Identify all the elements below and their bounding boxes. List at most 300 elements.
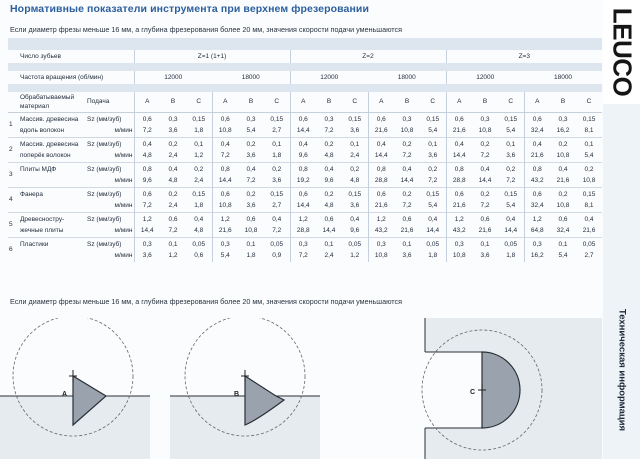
value-cell	[446, 212, 472, 237]
sz-value: 0,3	[532, 240, 542, 248]
feed-speed-value: 1,8	[194, 201, 204, 209]
profile-c: C	[498, 92, 524, 112]
row-number: 4	[8, 187, 19, 212]
value-cell	[134, 237, 160, 262]
label-b: B	[234, 391, 240, 398]
value-cell	[186, 137, 212, 162]
value-cell	[160, 162, 186, 187]
feed-speed-value: 9,6	[298, 151, 308, 159]
value-cell	[368, 137, 394, 162]
sz-value: 0,4	[506, 215, 516, 223]
feed-unit	[86, 137, 134, 162]
table-row	[8, 212, 602, 237]
feed-unit-line: Sz (мм/зуб)	[87, 215, 122, 223]
material-name-line: Массив. древесина	[20, 140, 79, 148]
row-number: 3	[8, 162, 19, 187]
sz-value: 0,2	[428, 165, 438, 173]
feed-speed-value: 21,6	[478, 226, 492, 234]
sz-value: 0,1	[194, 140, 204, 148]
sz-value: 0,4	[220, 140, 230, 148]
sz-value: 1,2	[532, 215, 542, 223]
sz-value: 0,1	[246, 240, 256, 248]
feed-speed-value: 3,6	[428, 151, 438, 159]
feed-speed-value: 7,2	[402, 151, 412, 159]
feed-speed-value: 10,8	[218, 201, 232, 209]
feed-speed-value: 7,2	[298, 251, 308, 259]
feed-speed-value: 7,2	[142, 126, 152, 134]
feed-speed-value: 10,8	[400, 126, 414, 134]
value-cell	[212, 187, 238, 212]
feed-speed-value: 7,2	[168, 226, 178, 234]
value-cell	[472, 187, 498, 212]
sz-value: 0,15	[192, 190, 206, 198]
feed-speed-value: 14,4	[218, 176, 232, 184]
feed-unit-line: м/мин	[114, 126, 133, 134]
sz-value: 0,2	[168, 190, 178, 198]
value-cell	[134, 162, 160, 187]
material-name-line: Фанера	[20, 190, 43, 198]
feed-unit-line: м/мин	[114, 226, 133, 234]
subtitle-note: Если диаметр фрезы меньше 16 мм, а глубина фрезерования более 20 мм, значения скорости подачи уменьшаются	[10, 25, 402, 34]
value-cell	[576, 187, 602, 212]
feed-speed-value: 0,6	[194, 251, 204, 259]
feed-speed-value: 3,6	[480, 251, 490, 259]
value-cell	[316, 112, 342, 137]
feed-speed-value: 4,8	[142, 151, 152, 159]
feed-unit	[86, 237, 134, 262]
feed-unit-line: м/мин	[114, 176, 133, 184]
value-cell	[524, 237, 550, 262]
material-name	[19, 212, 86, 237]
value-cell	[342, 237, 368, 262]
sz-value: 0,6	[454, 190, 464, 198]
feed-speed-value: 10,8	[218, 126, 232, 134]
feed-speed-value: 1,8	[506, 251, 516, 259]
feed-speed-value: 7,2	[480, 201, 490, 209]
value-cell	[160, 212, 186, 237]
sz-value: 0,3	[142, 240, 152, 248]
feed-speed-value: 16,2	[556, 126, 570, 134]
value-cell	[420, 187, 446, 212]
feed-speed-value: 7,2	[506, 176, 516, 184]
feed-speed-value: 0,9	[272, 251, 282, 259]
feed-speed-value: 3,6	[506, 151, 516, 159]
value-cell	[134, 212, 160, 237]
profile-b: B	[394, 92, 420, 112]
value-cell	[264, 187, 290, 212]
sz-value: 0,15	[426, 190, 440, 198]
value-cell	[576, 237, 602, 262]
profile-c: C	[264, 92, 290, 112]
feed-speed-value: 3,6	[402, 251, 412, 259]
speed-value: 12000	[290, 71, 368, 84]
sz-value: 0,3	[454, 240, 464, 248]
feed-unit-line: м/мин	[114, 201, 133, 209]
value-cell	[186, 112, 212, 137]
row-number: 5	[8, 212, 19, 237]
value-cell	[160, 137, 186, 162]
feed-speed-value: 10,8	[374, 251, 388, 259]
speed-value: 18000	[553, 74, 573, 81]
sz-value: 0,6	[376, 115, 386, 123]
material-name-line: Плиты МДФ	[20, 165, 57, 173]
profile-a: A	[368, 92, 394, 112]
row-number: 1	[8, 112, 19, 137]
value-cell	[342, 187, 368, 212]
value-cell	[316, 212, 342, 237]
table-row	[8, 162, 602, 187]
feed-speed-value: 14,4	[374, 151, 388, 159]
value-cell	[134, 137, 160, 162]
sz-value: 0,6	[142, 115, 152, 123]
sz-value: 0,6	[298, 190, 308, 198]
value-cell	[446, 137, 472, 162]
value-cell	[212, 162, 238, 187]
sz-value: 0,8	[532, 165, 542, 173]
sz-value: 0,6	[324, 215, 334, 223]
sz-value: 0,3	[324, 115, 334, 123]
feed-speed-value: 14,4	[478, 176, 492, 184]
value-cell	[394, 112, 420, 137]
feed-speed-value: 64,8	[530, 226, 544, 234]
feed-speed-value: 10,8	[556, 151, 570, 159]
value-cell	[394, 162, 420, 187]
value-cell	[576, 162, 602, 187]
material-name-line: вдоль волокон	[20, 126, 65, 134]
feed-speed-value: 3,6	[350, 126, 360, 134]
value-cell	[238, 212, 264, 237]
sz-value: 0,4	[194, 215, 204, 223]
sz-value: 0,15	[270, 190, 284, 198]
sz-value: 0,1	[272, 140, 282, 148]
feed-speed-value: 43,2	[374, 226, 388, 234]
feed-speed-value: 19,2	[296, 176, 310, 184]
feed-speed-value: 28,8	[374, 176, 388, 184]
value-cell	[212, 212, 238, 237]
profile-a: A	[134, 92, 160, 112]
value-cell	[316, 162, 342, 187]
sz-value: 0,4	[558, 165, 568, 173]
value-cell	[550, 162, 576, 187]
sz-value: 0,15	[582, 190, 596, 198]
feed-reduction-note: Если диаметр фрезы меньше 16 мм, а глубина фрезерования более 20 мм, значения скорости подачи уменьшаются	[10, 297, 402, 306]
value-cell	[446, 187, 472, 212]
sz-value: 0,1	[558, 240, 568, 248]
sz-value: 0,8	[142, 165, 152, 173]
sz-value: 0,1	[506, 140, 516, 148]
value-cell	[524, 212, 550, 237]
feed-speed-value: 14,4	[426, 226, 440, 234]
feed-speed-value: 14,4	[296, 201, 310, 209]
material-name-line: Древесностру-	[20, 215, 65, 223]
feed-speed-value: 10,8	[582, 176, 596, 184]
sz-value: 0,2	[246, 140, 256, 148]
feed-speed-value: 21,6	[452, 126, 466, 134]
sz-value: 0,3	[480, 115, 490, 123]
value-cell	[368, 237, 394, 262]
value-cell	[290, 187, 316, 212]
value-cell	[446, 112, 472, 137]
profile-a: A	[212, 92, 238, 112]
feed-speed-value: 21,6	[374, 126, 388, 134]
sz-value: 0,1	[324, 240, 334, 248]
value-cell	[238, 112, 264, 137]
feed-speed-value: 32,4	[556, 226, 570, 234]
feed-speed-value: 3,6	[168, 126, 178, 134]
value-cell	[368, 112, 394, 137]
sz-value: 0,4	[272, 215, 282, 223]
tool-parameters-table	[8, 38, 602, 262]
sz-value: 0,6	[454, 115, 464, 123]
feed-speed-value: 9,6	[324, 176, 334, 184]
feed-speed-value: 9,6	[142, 176, 152, 184]
sz-value: 0,2	[168, 140, 178, 148]
sz-value: 0,8	[298, 165, 308, 173]
feed-unit-line: м/мин	[114, 251, 133, 259]
sz-value: 0,05	[192, 240, 206, 248]
value-cell	[394, 187, 420, 212]
feed-speed-value: 5,4	[506, 126, 516, 134]
value-cell	[290, 237, 316, 262]
sz-value: 0,1	[584, 140, 594, 148]
feed-speed-value: 7,2	[246, 176, 256, 184]
sz-value: 0,4	[584, 215, 594, 223]
profile-c: C	[342, 92, 368, 112]
feed-speed-value: 16,2	[530, 251, 544, 259]
feed-unit-line: Sz (мм/зуб)	[87, 115, 122, 123]
feed-speed-value: 7,2	[324, 126, 334, 134]
feed-speed-value: 14,4	[400, 176, 414, 184]
value-cell	[212, 237, 238, 262]
value-cell	[238, 237, 264, 262]
sz-value: 1,2	[220, 215, 230, 223]
sz-value: 0,05	[582, 240, 596, 248]
table-row	[8, 112, 602, 137]
value-cell	[550, 187, 576, 212]
material-name-line: поперёк волокон	[20, 151, 71, 159]
teeth-row	[8, 50, 602, 63]
value-cell	[238, 137, 264, 162]
sz-value: 1,2	[454, 215, 464, 223]
feed-speed-value: 5,4	[428, 126, 438, 134]
feed-speed-value: 10,8	[244, 226, 258, 234]
row-number: 6	[8, 237, 19, 262]
feed-speed-value: 10,8	[452, 251, 466, 259]
sz-value: 0,1	[402, 240, 412, 248]
value-cell	[420, 162, 446, 187]
feed-speed-value: 4,8	[324, 151, 334, 159]
feed-unit-line: Sz (мм/зуб)	[87, 190, 122, 198]
table-row	[8, 187, 602, 212]
feed-speed-value: 21,6	[452, 201, 466, 209]
feed-speed-value: 7,2	[142, 201, 152, 209]
value-cell	[524, 162, 550, 187]
profile-header-row	[8, 92, 602, 112]
value-cell	[498, 212, 524, 237]
value-cell	[394, 137, 420, 162]
value-cell	[290, 137, 316, 162]
feed-speed-value: 2,7	[272, 126, 282, 134]
value-cell	[316, 137, 342, 162]
profile-b-diagram	[170, 318, 320, 459]
value-cell	[186, 212, 212, 237]
sz-value: 0,4	[454, 140, 464, 148]
value-cell	[264, 137, 290, 162]
value-cell	[498, 137, 524, 162]
material-name-line	[20, 250, 85, 261]
sz-value: 0,1	[350, 140, 360, 148]
feed-speed-value: 10,8	[556, 201, 570, 209]
sz-value: 0,6	[402, 215, 412, 223]
feed-speed-value: 14,4	[140, 226, 154, 234]
feed-speed-value: 14,4	[504, 226, 518, 234]
feed-speed-value: 9,6	[350, 226, 360, 234]
page-title: Нормативные показатели инструмента при верхнем фрезеровании	[10, 3, 370, 15]
feed-speed-value: 28,8	[452, 176, 466, 184]
value-cell	[472, 212, 498, 237]
value-cell	[550, 112, 576, 137]
profile-a: A	[446, 92, 472, 112]
speed-row	[8, 71, 602, 84]
material-name-line	[20, 175, 85, 186]
value-cell	[550, 237, 576, 262]
sz-value: 0,15	[348, 115, 362, 123]
feed-unit-line: Sz (мм/зуб)	[87, 240, 122, 248]
value-cell	[368, 212, 394, 237]
feed-speed-value: 3,6	[246, 201, 256, 209]
speed-value: 12000	[134, 71, 212, 84]
sz-value: 0,4	[350, 215, 360, 223]
sz-value: 0,6	[168, 215, 178, 223]
material-name	[19, 162, 86, 187]
value-cell	[472, 162, 498, 187]
row-number: 2	[8, 137, 19, 162]
value-cell	[368, 187, 394, 212]
sz-value: 0,6	[220, 115, 230, 123]
value-cell	[524, 187, 550, 212]
feed-speed-value: 21,6	[556, 176, 570, 184]
label-c: C	[470, 389, 476, 396]
sz-value: 0,6	[220, 190, 230, 198]
value-cell	[420, 112, 446, 137]
feed-speed-value: 5,4	[558, 251, 568, 259]
feed-speed-value: 1,8	[246, 251, 256, 259]
feed-speed-value: 8,1	[584, 126, 594, 134]
value-cell	[342, 112, 368, 137]
feed-speed-value: 14,4	[322, 226, 336, 234]
feed-speed-value: 7,2	[402, 201, 412, 209]
material-name	[19, 237, 86, 262]
table-row	[8, 137, 602, 162]
feed-speed-value: 5,4	[584, 151, 594, 159]
sz-value: 0,2	[246, 190, 256, 198]
sz-value: 0,6	[532, 115, 542, 123]
feed-speed-value: 7,2	[272, 226, 282, 234]
feed-speed-value: 43,2	[452, 226, 466, 234]
feed-unit	[86, 187, 134, 212]
feed-speed-value: 1,2	[168, 251, 178, 259]
feed-speed-value: 3,6	[350, 201, 360, 209]
feed-speed-value: 5,4	[246, 126, 256, 134]
profile-b: B	[472, 92, 498, 112]
value-cell	[290, 212, 316, 237]
sz-value: 0,2	[194, 165, 204, 173]
material-name-line: Пластики	[20, 240, 49, 248]
sz-value: 0,2	[402, 140, 412, 148]
sz-value: 0,15	[504, 115, 518, 123]
value-cell	[420, 212, 446, 237]
sz-value: 0,3	[220, 240, 230, 248]
speed-value: 18000	[241, 74, 260, 81]
feed-unit-line: м/мин	[114, 151, 133, 159]
feed-speed-value: 14,4	[296, 126, 310, 134]
sz-value: 0,4	[480, 165, 490, 173]
feed-speed-value: 1,2	[194, 151, 204, 159]
sz-value: 0,4	[402, 165, 412, 173]
feed-speed-value: 4,8	[194, 226, 204, 234]
value-cell	[342, 212, 368, 237]
feed-speed-value: 32,4	[530, 126, 544, 134]
sz-value: 0,4	[428, 215, 438, 223]
table-row	[8, 237, 602, 262]
feed-unit	[86, 212, 134, 237]
sz-value: 0,3	[402, 115, 412, 123]
value-cell	[498, 162, 524, 187]
material-name	[19, 187, 86, 212]
sz-value: 0,6	[532, 190, 542, 198]
material-name-line: жечные плиты	[20, 226, 64, 234]
feed-speed-value: 3,6	[246, 151, 256, 159]
feed-speed-value: 1,8	[428, 251, 438, 259]
value-cell	[160, 187, 186, 212]
value-cell	[446, 237, 472, 262]
value-cell	[212, 137, 238, 162]
sz-value: 0,15	[504, 190, 518, 198]
section-label: Техническая информация	[616, 308, 627, 431]
profile-b: B	[160, 92, 186, 112]
sz-value: 0,6	[246, 215, 256, 223]
sz-value: 0,15	[192, 115, 206, 123]
value-cell	[134, 112, 160, 137]
sz-value: 0,3	[168, 115, 178, 123]
sz-value: 0,6	[376, 190, 386, 198]
sz-value: 0,15	[582, 115, 596, 123]
value-cell	[290, 162, 316, 187]
sz-value: 1,2	[298, 215, 308, 223]
speed-value: 12000	[446, 71, 524, 84]
sz-value: 0,3	[246, 115, 256, 123]
sz-value: 0,4	[142, 140, 152, 148]
feed-unit-line: Sz (мм/зуб)	[87, 165, 122, 173]
feed-speed-value: 2,4	[168, 151, 178, 159]
sz-value: 0,2	[324, 140, 334, 148]
value-cell	[394, 212, 420, 237]
sz-value: 0,8	[220, 165, 230, 173]
value-cell	[238, 162, 264, 187]
feed-speed-value: 14,4	[452, 151, 466, 159]
feed-speed-value: 8,1	[584, 201, 594, 209]
value-cell	[134, 187, 160, 212]
value-cell	[550, 137, 576, 162]
profile-a-diagram	[0, 318, 150, 459]
sz-value: 0,2	[402, 190, 412, 198]
feed-speed-value: 2,4	[168, 201, 178, 209]
sz-value: 0,1	[480, 240, 490, 248]
speed-label: Частота вращения (об/мин)	[20, 74, 104, 81]
material-name-line	[20, 200, 85, 211]
sz-value: 0,6	[558, 215, 568, 223]
sz-value: 0,15	[426, 115, 440, 123]
